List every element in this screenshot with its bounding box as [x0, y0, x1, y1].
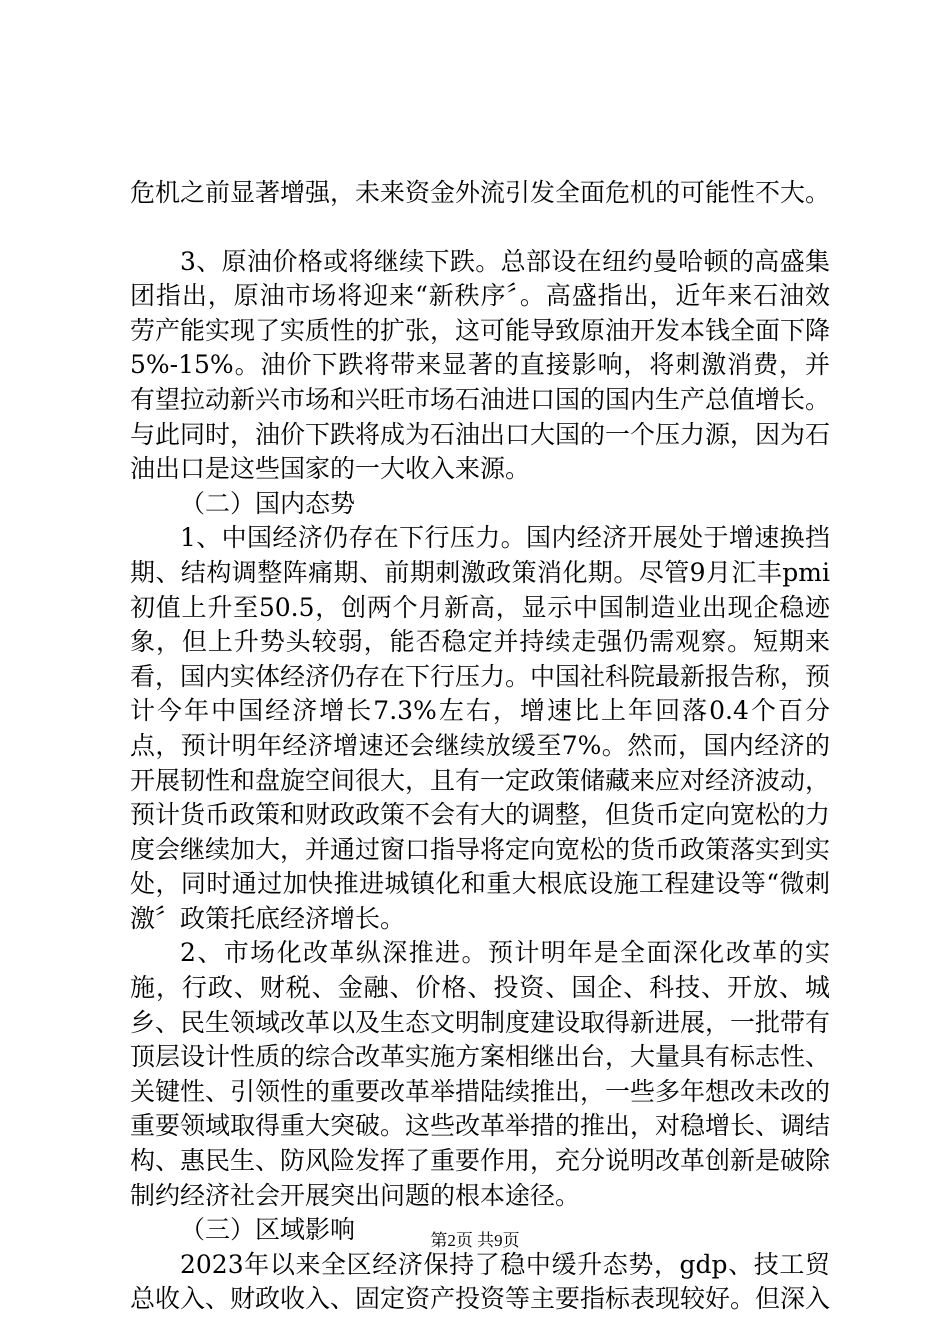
page-footer: 第2页 共9页 [430, 1231, 520, 1250]
paragraph-gap [130, 211, 830, 245]
document-body [130, 176, 830, 1317]
paragraph-carry-over: 危机之前显著增强，未来资金外流引发全面危机的可能性不大。 [130, 178, 831, 207]
section-heading-regional: （三）区域影响 [180, 1215, 356, 1245]
paragraph-regional-economy: 2023年以来全区经济保持了稳中缓升态势，gdp、技工贸总收入、财政收入、固定资产投资等主要指标表现较好。但深入 [130, 1249, 831, 1314]
paragraph-oil-price: 3、原油价格或将继续下跌。总部设在纽约曼哈顿的高盛集团指出，原油市场将迎来“新秩序〞。高盛指出，近年来石油效劳产能实现了实质性的扩张，这可能导致原油开发本钱全面下降5%-15%。油价下跌将带来显著的直接影响，将刺激消费，并有望拉动新兴市场和兴旺市场石油进口国的国内生产总值增长。与此同时，油价下跌将成为石油出口大国的一个压力源，因为石油出口是这些国家的一大收入来源。 [130, 246, 831, 484]
paragraph-market-reform: 2、市场化改革纵深推进。预计明年是全面深化改革的实施，行政、财税、金融、价格、投资、国企、科技、开放、城乡、民生领域改革以及生态文明制度建设取得新进展，一批带有顶层设计性质的综合改革实施方案相继出台，大量具有标志性、关键性、引领性的重要改革举措陆续推出，一些多年想改未改的重要领域取得重大突破。这些改革举措的推出，对稳增长、调结构、惠民生、防风险发挥了重要作用，充分说明改革创新是破除制约经济社会开展突出问题的根本途径。 [130, 938, 831, 1210]
section-heading-domestic: （二）国内态势 [180, 488, 356, 518]
paragraph-china-economy: 1、中国经济仍存在下行压力。国内经济开展处于增速换挡期、结构调整阵痛期、前期刺激政策消化期。尽管9月汇丰pmi初值上升至50.5，创两个月新高，显示中国制造业出现企稳迹象，但上升势头较弱，能否稳定并持续走强仍需观察。短期来看，国内实体经济仍存在下行压力。中国社科院最新报告称，预计今年中国经济增长7.3%左右，增速比上年回落0.4个百分点，预计明年经济增速还会继续放缓至7%。然而，国内经济的开展韧性和盘旋空间很大，且有一定政策储藏来应对经济波动，预计货币政策和财政政策不会有大的调整，但货币定向宽松的力度会继续加大，并通过窗口指导将定向宽松的货币政策落实到实处，同时通过加快推进城镇化和重大根底设施工程建设等“微刺激〞政策托底经济增长。 [130, 523, 831, 933]
